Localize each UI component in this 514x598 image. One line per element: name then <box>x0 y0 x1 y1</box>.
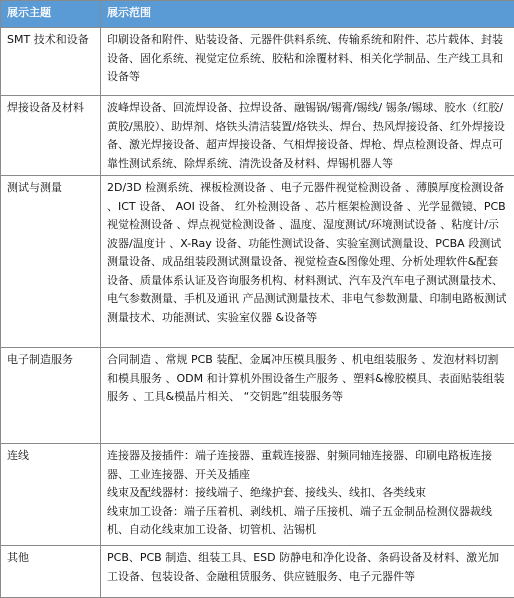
scope-line: 线束加工设备：端子压着机、剥线机、端子压接机、端子五金制品检测仪器裁线机、自动化线束加工设备、切管机、沾锡机 <box>107 503 508 540</box>
table-row <box>1 28 514 96</box>
row-category: 焊接设备及材料 <box>1 96 101 176</box>
scope-line: 连接器及接插件：端子连接器、重载连接器、射频同轴连接器、印刷电路板连接器、工业连接器、开关及插座 <box>107 447 508 484</box>
row-category: 电子制造服务 <box>1 348 101 444</box>
row-scope <box>101 444 514 546</box>
scope-line: 波峰焊设备、回流焊设备、拉焊设备、融锡锅/锡膏/锡线/ 锡条/锡球、胶水（红胶/黄胶/黑胶）、助焊剂、烙铁头清洁装置/烙铁头、焊台、热风焊接设备、红外焊接设备、激光焊接设备、超声焊接设备、气相焊接设备、焊枪、焊点检测设备、焊点可靠性测试系统、除焊系统、清洗设备及材料、焊锡机器人等 <box>107 99 508 173</box>
table-row <box>1 444 514 546</box>
table-row <box>1 348 514 444</box>
table-header-row <box>1 1 514 28</box>
scope-line: PCB、PCB 制造、组装工具、ESD 防静电和净化设备、条码设备及材料、激光加工设备、包装设备、金融租赁服务、供应链服务、电子元器件等 <box>107 549 508 586</box>
header-scope: 展示范围 <box>101 1 514 28</box>
scope-line: 合同制造 、常规 PCB 装配、金属冲压模具服务 、机电组装服务 、发泡材料切割和模具服务 、ODM 和计算机外围设备生产服务 、塑料&橡胶模具、表面贴装组装服务 、工具&模晶片相关、 “交钥匙”组装服务等 <box>107 351 508 407</box>
row-scope <box>101 96 514 176</box>
row-scope <box>101 28 514 96</box>
row-scope <box>101 348 514 444</box>
table-row <box>1 546 514 598</box>
row-category: SMT 技术和设备 <box>1 28 101 96</box>
scope-line: 2D/3D 检测系统、裸板检测设备 、电子元器件视觉检测设备 、薄膜厚度检测设备 、ICT 设备、 AOI 设备、 红外检测设备 、芯片框架检测设备 、光学显微镜、PCB 视觉检测设备 、焊点视觉检测设备 、温度、湿度测试/环境测试设备 、粘度计/示波器/温度计 、X-Ray 设备、功能性测试设备、实验室测试测量设、PCBA 段测试测量设备、成品组装段测试测量设备、视觉检查&图像处理、分析处理软件&配套设备、质量体系认证及咨询服务机构、材料测试、汽车及汽车电子测试测量技术、电气参数测量、手机及通讯 产品测试测量技术、非电气参数测量、印制电路板测试测量技术、功能测试、实验室仪器 &设备等 <box>107 179 508 327</box>
table-row <box>1 176 514 348</box>
scope-line: 线束及配线器材：接线端子、绝缘护套、接线头、线扣、各类线束 <box>107 484 508 503</box>
row-category: 连线 <box>1 444 101 546</box>
row-category: 其他 <box>1 546 101 598</box>
row-scope <box>101 176 514 348</box>
row-category: 测试与测量 <box>1 176 101 348</box>
table-row <box>1 96 514 176</box>
header-theme: 展示主题 <box>1 1 101 28</box>
row-scope <box>101 546 514 598</box>
scope-line: 印刷设备和附件、贴装设备、元器件供料系统、传输系统和附件、芯片载体、封装设备、固化系统、视觉定位系统、胶粘和涂覆材料、相关化学制品、生产线工具和设备等 <box>107 31 508 87</box>
